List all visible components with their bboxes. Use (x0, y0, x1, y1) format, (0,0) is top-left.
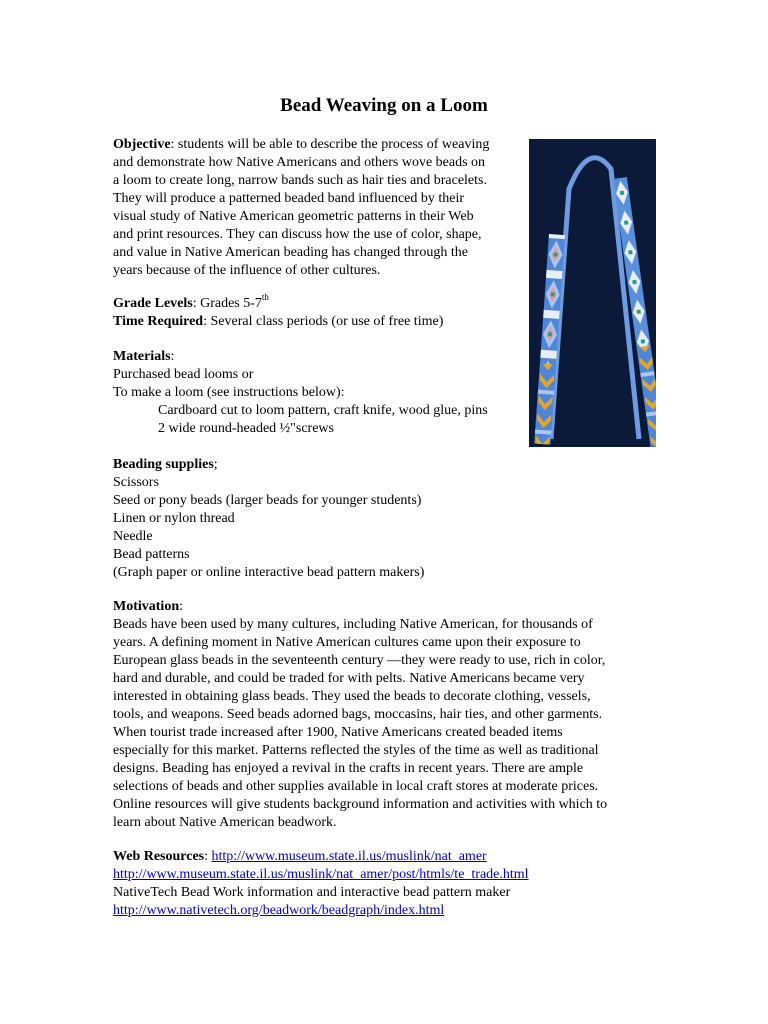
materials-indented-line: 2 wide round-headed ½"screws (158, 421, 334, 436)
nativetech-description: NativeTech Bead Work information and interactive bead pattern maker (113, 885, 511, 900)
grade-levels: Grade Levels: Grades 5-7th (113, 292, 269, 311)
objective-section (113, 136, 489, 280)
supplies-item: Bead patterns (113, 547, 190, 562)
materials-section (113, 348, 488, 438)
motivation-line: especially for this market. Patterns reflected the styles of the time as well as traditional (113, 743, 599, 758)
materials-line: To make a loom (see instructions below): (113, 385, 345, 400)
materials-line: Purchased bead looms or (113, 367, 254, 382)
grade-time-section (113, 292, 444, 331)
motivation-line: designs. Beading has enjoyed a revival in the crafts in recent years. There are ample (113, 761, 584, 776)
motivation-line: selections of beads and other supplies available in local craft stores at moderate prices. (113, 779, 599, 794)
motivation-line: tools, and weapons. Seed beads adorned bags, moccasins, hair ties, and other garments. (113, 707, 603, 722)
motivation-line: hard and durable, and could be traded for with pelts. Native Americans became very (113, 671, 585, 686)
motivation-line: When tourist trade increased after 1900, Native Americans created beaded items (113, 725, 563, 740)
supplies-section (113, 456, 424, 582)
objective-line: They will produce a patterned beaded band influenced by their (113, 191, 465, 206)
supplies-item: Scissors (113, 475, 159, 490)
web-resources-heading: Web Resources: http://www.museum.state.il.us/muslink/nat_amer (113, 849, 487, 864)
objective-label: Objective (113, 137, 171, 152)
objective-line: years because of the influence of other cultures. (113, 263, 381, 278)
objective-line: and value in Native American beading has changed through the (113, 245, 468, 260)
trade-link[interactable]: http://www.museum.state.il.us/muslink/nat_amer/post/htmls/te_trade.html (113, 867, 529, 882)
objective-line: Objective: students will be able to describe the process of weaving (113, 137, 490, 152)
supplies-item: Linen or nylon thread (113, 511, 235, 526)
motivation-line: European glass beads in the seventeenth century —they were ready to use, rich in color, (113, 653, 606, 668)
motivation-line: Online resources will give students background information and activities with which to (113, 797, 608, 812)
web-resources-section (113, 848, 529, 920)
nativetech-link[interactable]: http://www.nativetech.org/beadwork/beadgraph/index.html (113, 903, 445, 918)
beaded-band-photo (529, 139, 656, 447)
supplies-heading: Beading supplies; (113, 457, 218, 472)
motivation-line: Beads have been used by many cultures, including Native American, for thousands of (113, 617, 593, 632)
supplies-item: Seed or pony beads (larger beads for younger students) (113, 493, 422, 508)
materials-heading: Materials: (113, 349, 175, 364)
objective-line: and print resources. They can discuss how the use of color, shape, (113, 227, 482, 242)
museum-link[interactable]: http://www.museum.state.il.us/muslink/nat_amer (211, 849, 487, 864)
motivation-line: learn about Native American beadwork. (113, 815, 337, 830)
time-required: Time Required: Several class periods (or use of free time) (113, 314, 444, 329)
objective-line: and demonstrate how Native Americans and others wove beads on (113, 155, 486, 170)
supplies-item: (Graph paper or online interactive bead pattern makers) (113, 565, 425, 580)
materials-indented-line: Cardboard cut to loom pattern, craft knife, wood glue, pins (158, 403, 488, 418)
beaded-band-icon (529, 139, 656, 447)
motivation-heading: Motivation: (113, 599, 183, 614)
objective-line: a loom to create long, narrow bands such as hair ties and bracelets. (113, 173, 487, 188)
motivation-section (113, 598, 607, 832)
page-title: Bead Weaving on a Loom (280, 95, 488, 116)
motivation-line: interested in obtaining glass beads. They used the beads to decorate clothing, vessels, (113, 689, 591, 704)
motivation-line: years. A defining moment in Native American cultures came upon their exposure to (113, 635, 581, 650)
supplies-item: Needle (113, 529, 153, 544)
objective-line: visual study of Native American geometric patterns in their Web (113, 209, 474, 224)
